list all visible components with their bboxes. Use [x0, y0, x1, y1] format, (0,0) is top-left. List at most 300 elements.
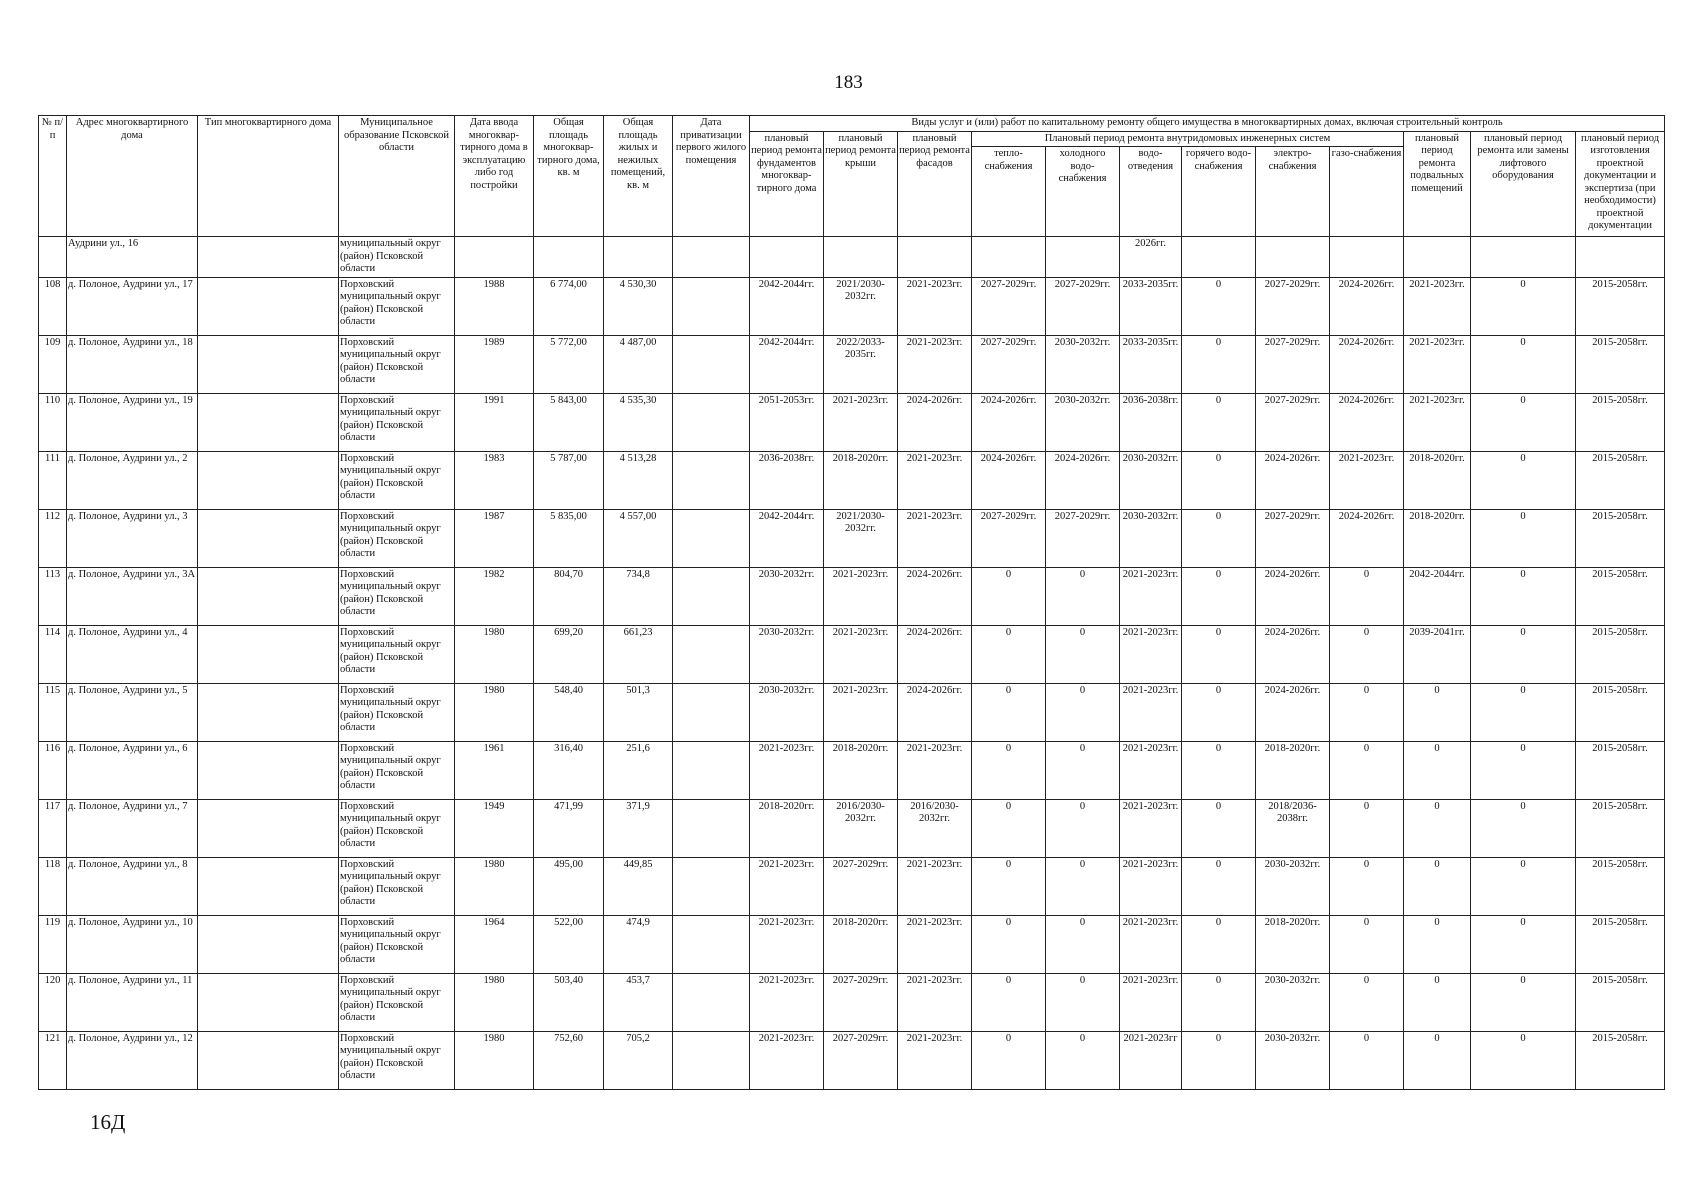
cell-living-area: 453,7 [604, 973, 673, 1031]
cell-heating: 0 [972, 857, 1046, 915]
header-date-commission: Дата ввода многоквар-тирного дома в эксплуатацию либо год постройки [455, 116, 534, 237]
cell-roof: 2027-2029гг. [824, 973, 898, 1031]
cell-heating: 0 [972, 1031, 1046, 1089]
header-foundation: плановый период ремонта фундаментов многоквар-тирного дома [750, 131, 824, 237]
cell-num: 117 [39, 799, 67, 857]
cell-municipality: Порховский муниципальный округ (район) Псковской области [339, 625, 455, 683]
header-municipality: Муниципальное образование Псковской области [339, 116, 455, 237]
cell-basement: 2018-2020гг. [1404, 451, 1471, 509]
cell-electric: 2024-2026гг. [1256, 451, 1330, 509]
cell-type [198, 335, 339, 393]
cell-municipality: Порховский муниципальный округ (район) Псковской области [339, 683, 455, 741]
cell-facade: 2024-2026гг. [898, 393, 972, 451]
cell-elevator: 0 [1471, 625, 1576, 683]
cell-address: д. Полоное, Аудрини ул., 2 [67, 451, 198, 509]
cell-roof: 2027-2029гг. [824, 1031, 898, 1089]
cell-project-docs: 2015-2058гг. [1576, 741, 1665, 799]
cell-year: 1980 [455, 625, 534, 683]
cell-foundation: 2018-2020гг. [750, 799, 824, 857]
cell-privatization-date [673, 683, 750, 741]
cell-foundation: 2021-2023гг. [750, 741, 824, 799]
cell-year: 1980 [455, 1031, 534, 1089]
cell-heating: 0 [972, 567, 1046, 625]
cell-roof: 2018-2020гг. [824, 915, 898, 973]
cell-type [198, 973, 339, 1031]
cell-roof: 2021-2023гг. [824, 567, 898, 625]
cell-municipality: Порховский муниципальный округ (район) Псковской области [339, 451, 455, 509]
cell-total-area: 752,60 [534, 1031, 604, 1089]
cell-gas: 2024-2026гг. [1330, 509, 1404, 567]
cell-electric: 2027-2029гг. [1256, 509, 1330, 567]
cell-elevator: 0 [1471, 741, 1576, 799]
cell-gas: 2021-2023гг. [1330, 451, 1404, 509]
table-header [39, 116, 1665, 237]
cell-elevator: 0 [1471, 393, 1576, 451]
cell-foundation: 2051-2053гг. [750, 393, 824, 451]
cell-facade: 2021-2023гг. [898, 277, 972, 335]
cell-electric: 2030-2032гг. [1256, 1031, 1330, 1089]
cell-sewerage: 2021-2023гг. [1120, 567, 1182, 625]
cell-sewerage: 2021-2023гг [1120, 1031, 1182, 1089]
cell-roof: 2027-2029гг. [824, 857, 898, 915]
cell-project-docs: 2015-2058гг. [1576, 683, 1665, 741]
cell-facade: 2021-2023гг. [898, 509, 972, 567]
cell-hot-water: 0 [1182, 567, 1256, 625]
cell-address: д. Полоное, Аудрини ул., 11 [67, 973, 198, 1031]
cell-address: д. Полоное, Аудрини ул., 5 [67, 683, 198, 741]
cell-roof: 2021-2023гг. [824, 625, 898, 683]
header-services-group: Виды услуг и (или) работ по капитальному ремонту общего имущества в многоквартирных домах, включая строительный контроль [750, 116, 1665, 132]
cell-foundation: 2042-2044гг. [750, 335, 824, 393]
cell-electric: 2024-2026гг. [1256, 567, 1330, 625]
cell-facade: 2021-2023гг. [898, 335, 972, 393]
cell-privatization-date [673, 335, 750, 393]
cell-privatization-date [673, 393, 750, 451]
cell-project-docs: 2015-2058гг. [1576, 277, 1665, 335]
cell-cold-water: 2024-2026гг. [1046, 451, 1120, 509]
cell-address: Аудрини ул., 16 [67, 237, 198, 278]
cell-sewerage: 2030-2032гг. [1120, 451, 1182, 509]
cell-total-area: 5 835,00 [534, 509, 604, 567]
table-row [39, 509, 1665, 567]
cell-sewerage: 2021-2023гг. [1120, 799, 1182, 857]
cell-num: 115 [39, 683, 67, 741]
cell-project-docs: 2015-2058гг. [1576, 1031, 1665, 1089]
table-row [39, 973, 1665, 1031]
cell-roof: 2018-2020гг. [824, 741, 898, 799]
cell-hot-water: 0 [1182, 393, 1256, 451]
cell-facade: 2021-2023гг. [898, 915, 972, 973]
cell-num: 113 [39, 567, 67, 625]
table-row [39, 1031, 1665, 1089]
header-num: № п/п [39, 116, 67, 237]
cell-total-area: 316,40 [534, 741, 604, 799]
cell-foundation: 2021-2023гг. [750, 915, 824, 973]
cell-gas: 2024-2026гг. [1330, 393, 1404, 451]
cell-heating: 2024-2026гг. [972, 393, 1046, 451]
cell-gas: 2024-2026гг. [1330, 277, 1404, 335]
cell-heating: 2027-2029гг. [972, 509, 1046, 567]
cell-total-area: 5 787,00 [534, 451, 604, 509]
cell-elevator: 0 [1471, 335, 1576, 393]
cell-sewerage: 2036-2038гг. [1120, 393, 1182, 451]
cell-elevator: 0 [1471, 683, 1576, 741]
cell-year: 1949 [455, 799, 534, 857]
cell-elevator: 0 [1471, 857, 1576, 915]
cell-living-area: 4 535,30 [604, 393, 673, 451]
cell-privatization-date [673, 625, 750, 683]
cell-living-area: 449,85 [604, 857, 673, 915]
table-row [39, 915, 1665, 973]
cell-electric: 2024-2026гг. [1256, 625, 1330, 683]
cell-sewerage: 2021-2023гг. [1120, 973, 1182, 1031]
cell-hot-water: 0 [1182, 451, 1256, 509]
cell-privatization-date [673, 857, 750, 915]
cell-living-area: 4 487,00 [604, 335, 673, 393]
cell-type [198, 1031, 339, 1089]
cell-sewerage: 2030-2032гг. [1120, 509, 1182, 567]
cell-total-area: 548,40 [534, 683, 604, 741]
cell-type [198, 509, 339, 567]
cell-privatization-date [673, 1031, 750, 1089]
cell-living-area: 705,2 [604, 1031, 673, 1089]
cell-cold-water: 0 [1046, 799, 1120, 857]
cell-hot-water: 0 [1182, 625, 1256, 683]
cell-type [198, 683, 339, 741]
cell-num: 116 [39, 741, 67, 799]
cell-num: 114 [39, 625, 67, 683]
cell-roof: 2016/2030-2032гг. [824, 799, 898, 857]
cell-cold-water: 2030-2032гг. [1046, 335, 1120, 393]
cell-address: д. Полоное, Аудрини ул., 7 [67, 799, 198, 857]
cell-gas: 2024-2026гг. [1330, 335, 1404, 393]
cell-sewerage: 2033-2035гг. [1120, 335, 1182, 393]
cell-electric: 2018/2036-2038гг. [1256, 799, 1330, 857]
header-engineering-group: Плановый период ремонта внутридомовых инженерных систем [972, 131, 1404, 147]
cell-project-docs: 2015-2058гг. [1576, 451, 1665, 509]
cell-sewerage: 2033-2035гг. [1120, 277, 1182, 335]
cell-cold-water: 2027-2029гг. [1046, 277, 1120, 335]
cell-elevator: 0 [1471, 567, 1576, 625]
cell-cold-water: 0 [1046, 973, 1120, 1031]
cell-heating: 0 [972, 973, 1046, 1031]
cell-gas: 0 [1330, 683, 1404, 741]
cell-address: д. Полоное, Аудрини ул., 4 [67, 625, 198, 683]
cell-elevator: 0 [1471, 277, 1576, 335]
cell-basement: 0 [1404, 799, 1471, 857]
cell-living-area: 734,8 [604, 567, 673, 625]
cell-roof: 2022/2033-2035гг. [824, 335, 898, 393]
cell-total-area: 5 772,00 [534, 335, 604, 393]
cell-basement: 2042-2044гг. [1404, 567, 1471, 625]
cell-type [198, 237, 339, 278]
cell-basement: 2018-2020гг. [1404, 509, 1471, 567]
cell-heating: 2027-2029гг. [972, 277, 1046, 335]
cell-address: д. Полоное, Аудрини ул., 17 [67, 277, 198, 335]
cell-foundation: 2030-2032гг. [750, 683, 824, 741]
cell-type [198, 277, 339, 335]
cell-basement: 2021-2023гг. [1404, 393, 1471, 451]
cell-num: 112 [39, 509, 67, 567]
cell-num: 110 [39, 393, 67, 451]
header-electric: электро-снабжения [1256, 147, 1330, 237]
cell-facade: 2024-2026гг. [898, 567, 972, 625]
cell-hot-water: 0 [1182, 973, 1256, 1031]
cell-gas: 0 [1330, 625, 1404, 683]
cell-total-area: 5 843,00 [534, 393, 604, 451]
cell-living-area: 474,9 [604, 915, 673, 973]
cell-gas: 0 [1330, 915, 1404, 973]
cell-type [198, 393, 339, 451]
cell-elevator: 0 [1471, 973, 1576, 1031]
cell-municipality: муниципальный округ (район) Псковской области [339, 237, 455, 278]
table-body [39, 237, 1665, 1090]
cell-num: 121 [39, 1031, 67, 1089]
header-facade: плановый период ремонта фасадов [898, 131, 972, 237]
cell-municipality: Порховский муниципальный округ (район) Псковской области [339, 393, 455, 451]
cell-type [198, 857, 339, 915]
cell-project-docs: 2015-2058гг. [1576, 509, 1665, 567]
cell-hot-water: 0 [1182, 683, 1256, 741]
cell-electric: 2018-2020гг. [1256, 915, 1330, 973]
cell-num: 109 [39, 335, 67, 393]
cell-hot-water: 0 [1182, 799, 1256, 857]
cell-municipality: Порховский муниципальный округ (район) Псковской области [339, 799, 455, 857]
header-privatization-date: Дата приватизации первого жилого помещения [673, 116, 750, 237]
cell-municipality: Порховский муниципальный округ (район) Псковской области [339, 509, 455, 567]
cell-living-area: 661,23 [604, 625, 673, 683]
cell-gas: 0 [1330, 1031, 1404, 1089]
cell-type [198, 799, 339, 857]
cell-facade: 2016/2030-2032гг. [898, 799, 972, 857]
cell-roof: 2021/2030-2032гг. [824, 277, 898, 335]
cell-total-area: 495,00 [534, 857, 604, 915]
table-row [39, 451, 1665, 509]
cell-facade: 2024-2026гг. [898, 683, 972, 741]
header-hot-water: горячего водо-снабжения [1182, 147, 1256, 237]
cell-gas: 0 [1330, 741, 1404, 799]
cell-project-docs: 2015-2058гг. [1576, 799, 1665, 857]
table-row [39, 625, 1665, 683]
cell-type [198, 451, 339, 509]
cell-facade: 2021-2023гг. [898, 1031, 972, 1089]
cell-type [198, 741, 339, 799]
cell-cold-water: 0 [1046, 567, 1120, 625]
cell-heating: 0 [972, 799, 1046, 857]
cell-basement: 0 [1404, 915, 1471, 973]
cell-year: 1988 [455, 277, 534, 335]
cell-sewerage: 2021-2023гг. [1120, 625, 1182, 683]
cell-heating: 2024-2026гг. [972, 451, 1046, 509]
cell-municipality: Порховский муниципальный округ (район) Псковской области [339, 335, 455, 393]
cell-municipality: Порховский муниципальный округ (район) Псковской области [339, 567, 455, 625]
cell-project-docs: 2015-2058гг. [1576, 393, 1665, 451]
cell-year: 1991 [455, 393, 534, 451]
cell-municipality: Порховский муниципальный округ (район) Псковской области [339, 277, 455, 335]
header-living-area: Общая площадь жилых и нежилых помещений, кв. м [604, 116, 673, 237]
table-row [39, 857, 1665, 915]
cell-cold-water: 0 [1046, 915, 1120, 973]
cell-sewerage: 2021-2023гг. [1120, 915, 1182, 973]
cell-address: д. Полоное, Аудрини ул., 8 [67, 857, 198, 915]
cell-sewerage: 2021-2023гг. [1120, 857, 1182, 915]
cell-cold-water: 2030-2032гг. [1046, 393, 1120, 451]
cell-elevator: 0 [1471, 1031, 1576, 1089]
cell-heating: 0 [972, 915, 1046, 973]
cell-cold-water: 0 [1046, 741, 1120, 799]
cell-total-area: 471,99 [534, 799, 604, 857]
cell-facade: 2021-2023гг. [898, 451, 972, 509]
cell-basement: 0 [1404, 741, 1471, 799]
cell-foundation: 2030-2032гг. [750, 625, 824, 683]
cell-project-docs: 2015-2058гг. [1576, 973, 1665, 1031]
cell-gas: 0 [1330, 973, 1404, 1031]
cell-facade: 2021-2023гг. [898, 857, 972, 915]
cell-foundation: 2030-2032гг. [750, 567, 824, 625]
cell-basement: 0 [1404, 1031, 1471, 1089]
header-heating: тепло-снабжения [972, 147, 1046, 237]
cell-year: 1987 [455, 509, 534, 567]
cell-privatization-date [673, 915, 750, 973]
table-row-continuation [39, 237, 1665, 278]
cell-gas: 0 [1330, 567, 1404, 625]
cell-hot-water: 0 [1182, 857, 1256, 915]
cell-basement: 0 [1404, 857, 1471, 915]
cell-roof: 2021/2030-2032гг. [824, 509, 898, 567]
cell-project-docs: 2015-2058гг. [1576, 625, 1665, 683]
cell-living-area: 4 513,28 [604, 451, 673, 509]
page-number: 183 [834, 72, 863, 93]
cell-address: д. Полоное, Аудрини ул., 3 [67, 509, 198, 567]
cell-basement: 0 [1404, 973, 1471, 1031]
cell-gas: 0 [1330, 857, 1404, 915]
cell-address: д. Полоное, Аудрини ул., 18 [67, 335, 198, 393]
cell-living-area: 251,6 [604, 741, 673, 799]
cell-elevator: 0 [1471, 451, 1576, 509]
table-row [39, 741, 1665, 799]
cell-total-area: 699,20 [534, 625, 604, 683]
cell-facade: 2024-2026гг. [898, 625, 972, 683]
cell-cold-water: 0 [1046, 625, 1120, 683]
table-row [39, 567, 1665, 625]
cell-electric: 2027-2029гг. [1256, 277, 1330, 335]
cell-hot-water: 0 [1182, 335, 1256, 393]
cell-heating: 0 [972, 741, 1046, 799]
header-basement: плановый период ремонта подвальных помещений [1404, 131, 1471, 237]
table-row [39, 799, 1665, 857]
cell-heating: 2027-2029гг. [972, 335, 1046, 393]
cell-electric: 2030-2032гг. [1256, 973, 1330, 1031]
cell-heating: 0 [972, 625, 1046, 683]
cell-privatization-date [673, 451, 750, 509]
cell-municipality: Порховский муниципальный округ (район) Псковской области [339, 1031, 455, 1089]
cell-num: 119 [39, 915, 67, 973]
cell-foundation: 2021-2023гг. [750, 973, 824, 1031]
cell-total-area: 6 774,00 [534, 277, 604, 335]
cell-year: 1989 [455, 335, 534, 393]
cell-municipality: Порховский муниципальный округ (район) Псковской области [339, 741, 455, 799]
cell-foundation: 2021-2023гг. [750, 857, 824, 915]
cell-cold-water: 0 [1046, 1031, 1120, 1089]
cell-hot-water: 0 [1182, 741, 1256, 799]
cell-privatization-date [673, 567, 750, 625]
table-row [39, 683, 1665, 741]
cell-basement: 2021-2023гг. [1404, 277, 1471, 335]
cell-privatization-date [673, 799, 750, 857]
cell-hot-water: 0 [1182, 1031, 1256, 1089]
cell-total-area: 503,40 [534, 973, 604, 1031]
cell-address: д. Полоное, Аудрини ул., 12 [67, 1031, 198, 1089]
cell-address: д. Полоное, Аудрини ул., 3А [67, 567, 198, 625]
cell-num: 120 [39, 973, 67, 1031]
cell-num [39, 237, 67, 278]
cell-hot-water: 0 [1182, 277, 1256, 335]
cell-num: 118 [39, 857, 67, 915]
cell-year: 1983 [455, 451, 534, 509]
cell-foundation: 2036-2038гг. [750, 451, 824, 509]
cell-municipality: Порховский муниципальный округ (район) Псковской области [339, 915, 455, 973]
cell-cold-water: 0 [1046, 683, 1120, 741]
header-project-docs: плановый период изготовления проектной документации и экспертиза (при необходимости) проектной документации [1576, 131, 1665, 237]
cell-address: д. Полоное, Аудрини ул., 19 [67, 393, 198, 451]
cell-privatization-date [673, 973, 750, 1031]
cell-year: 1964 [455, 915, 534, 973]
cell-roof: 2018-2020гг. [824, 451, 898, 509]
cell-num: 111 [39, 451, 67, 509]
cell-year: 1980 [455, 973, 534, 1031]
cell-year: 1982 [455, 567, 534, 625]
cell-project-docs: 2015-2058гг. [1576, 335, 1665, 393]
cell-electric: 2030-2032гг. [1256, 857, 1330, 915]
cell-privatization-date [673, 509, 750, 567]
cell-basement: 0 [1404, 683, 1471, 741]
cell-total-area: 522,00 [534, 915, 604, 973]
cell-address: д. Полоное, Аудрини ул., 6 [67, 741, 198, 799]
cell-heating: 0 [972, 683, 1046, 741]
cell-living-area: 371,9 [604, 799, 673, 857]
table-row [39, 335, 1665, 393]
cell-sewerage: 2026гг. [1120, 237, 1182, 278]
cell-foundation: 2042-2044гг. [750, 277, 824, 335]
cell-facade: 2021-2023гг. [898, 741, 972, 799]
header-type: Тип многоквартирного дома [198, 116, 339, 237]
header-roof: плановый период ремонта крыши [824, 131, 898, 237]
cell-elevator: 0 [1471, 915, 1576, 973]
cell-living-area: 501,3 [604, 683, 673, 741]
cell-sewerage: 2021-2023гг. [1120, 741, 1182, 799]
cell-roof: 2021-2023гг. [824, 393, 898, 451]
cell-project-docs: 2015-2058гг. [1576, 857, 1665, 915]
cell-living-area: 4 530,30 [604, 277, 673, 335]
header-address: Адрес многоквартирного дома [67, 116, 198, 237]
cell-roof: 2021-2023гг. [824, 683, 898, 741]
table-row [39, 393, 1665, 451]
cell-gas: 0 [1330, 799, 1404, 857]
cell-cold-water: 0 [1046, 857, 1120, 915]
cell-elevator: 0 [1471, 799, 1576, 857]
cell-electric: 2027-2029гг. [1256, 393, 1330, 451]
cell-electric: 2018-2020гг. [1256, 741, 1330, 799]
header-total-area: Общая площадь многоквар-тирного дома, кв. м [534, 116, 604, 237]
cell-elevator: 0 [1471, 509, 1576, 567]
cell-facade: 2021-2023гг. [898, 973, 972, 1031]
cell-type [198, 915, 339, 973]
document-code: 16Д [90, 1110, 126, 1134]
cell-project-docs: 2015-2058гг. [1576, 915, 1665, 973]
cell-privatization-date [673, 277, 750, 335]
cell-basement: 2039-2041гг. [1404, 625, 1471, 683]
cell-year: 1980 [455, 857, 534, 915]
